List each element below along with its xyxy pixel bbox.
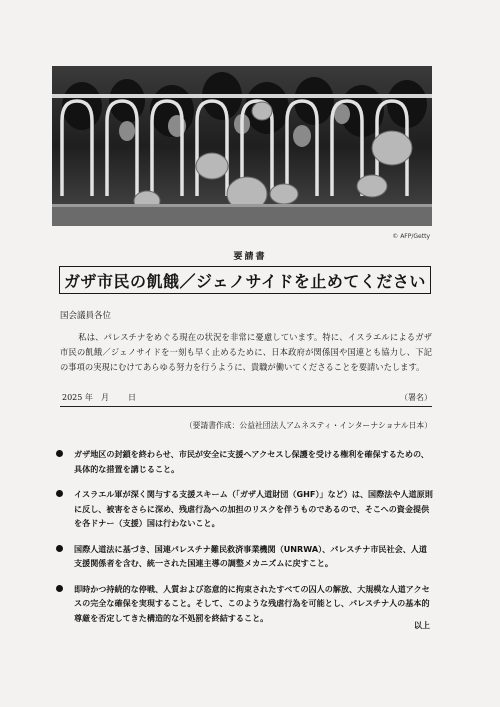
photo-credit: © AFP/Getty <box>392 233 430 240</box>
document-label: 要請書 <box>233 252 267 262</box>
demands-list <box>54 447 434 636</box>
demand-text: 即時かつ持続的な停戦、人質および恣意的に拘束されたすべての囚人の解放、大規模な人道アクセスの完全な確保を実現すること。そして、このような残虐行為を可能とし、パレスチナ人の基本的尊厳を否定してきた構造的な不処罰を終結すること。 <box>74 583 430 623</box>
addressee: 国会議員各位 <box>60 311 112 321</box>
news-photo <box>52 66 432 226</box>
list-item <box>54 542 434 571</box>
list-item <box>54 487 434 531</box>
bullet-icon <box>56 545 63 552</box>
signature-label: （署名） <box>400 393 432 402</box>
list-item <box>54 447 434 476</box>
bullet-icon <box>56 585 63 592</box>
bullet-icon <box>56 450 63 457</box>
petition-title: ガザ市民の飢餓／ジェノサイドを止めてください <box>59 266 431 294</box>
author-note: （要請書作成：公益社団法人アムネスティ・インターナショナル日本） <box>184 421 432 430</box>
date-month: 月 <box>101 393 109 402</box>
closing-mark: 以上 <box>414 620 430 630</box>
demand-text: イスラエル軍が深く関与する支援スキーム（「ガザ人道財団（GHF）」など）は、国際法や人道原則に反し、被害をさらに深め、残虐行為への加担のリスクを伴うものであるので、そこへの資金提供を各ドナー（支援）国は行わないこと。 <box>74 489 433 528</box>
photo-illustration <box>52 66 432 226</box>
date-day: 日 <box>128 393 136 402</box>
bullet-icon <box>56 490 63 497</box>
list-item <box>54 582 434 626</box>
date-year: 2025 年 <box>62 393 93 402</box>
demand-text: 国際人道法に基づき、国連パレスチナ難民救済事業機関（UNRWA）、パレスチナ市民社会、人道支援関係者を含む、統一された国連主導の調整メカニズムに戻すこと。 <box>74 543 427 568</box>
petition-body: 私は、パレスチナをめぐる現在の状況を非常に憂慮しています。特に、イスラエルによるガザ市民の飢餓／ジェノサイドを一刻も早く止めるために、日本政府が関係国や国連とも協力し、下記の事項の実現にむけてあらゆる努力を行うように、貴職が働いてくださることを要請いたします。 <box>60 332 432 372</box>
signature-line[interactable] <box>60 392 432 407</box>
demand-text: ガザ地区の封鎖を終わらせ、市民が安全に支援へアクセスし保護を受ける権利を確保するための、具体的な措置を講じること。 <box>74 449 429 474</box>
